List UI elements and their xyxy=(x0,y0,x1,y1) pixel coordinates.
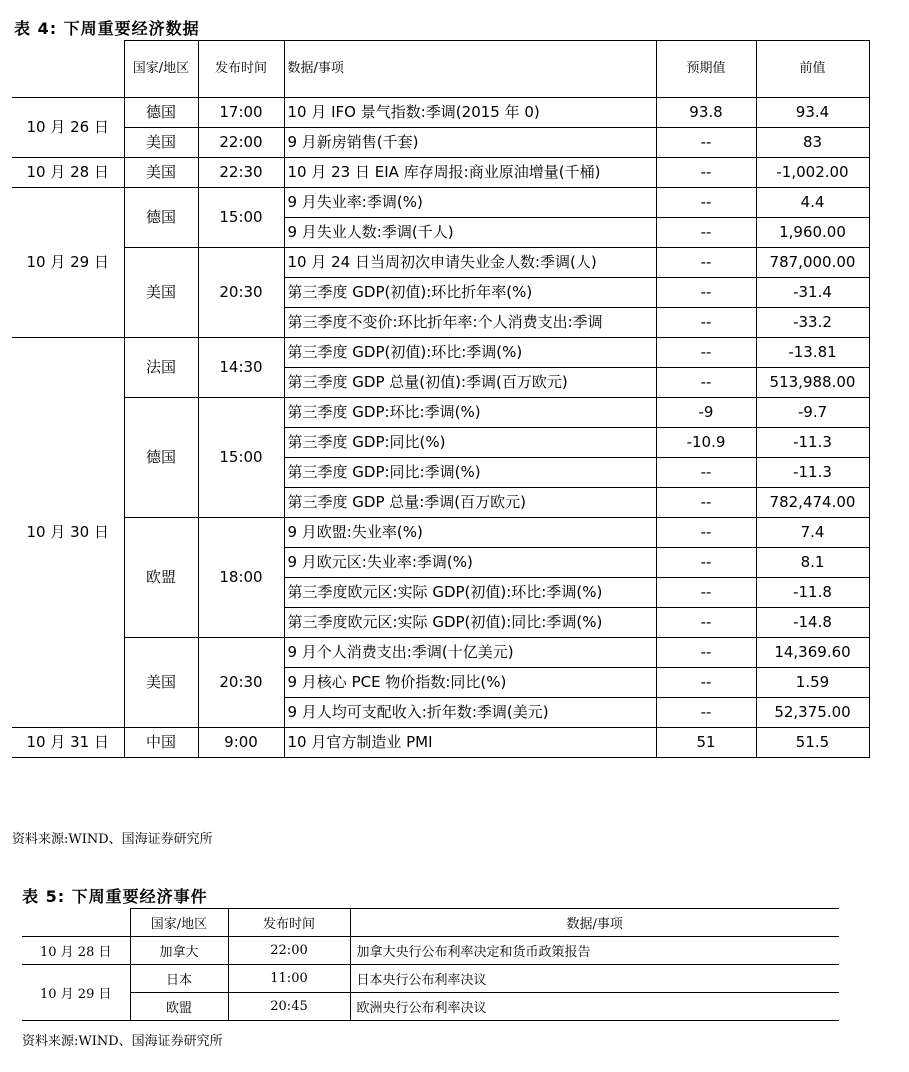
forecast-cell: -- xyxy=(656,188,756,218)
forecast-cell: -- xyxy=(656,338,756,368)
table-header-row xyxy=(12,41,869,98)
previous-cell: 52,375.00 xyxy=(756,698,869,728)
date-cell: 10 月 29 日 xyxy=(12,188,124,338)
forecast-cell: -- xyxy=(656,548,756,578)
date-cell: 10 月 31 日 xyxy=(12,728,124,758)
table4-title: 表 4: 下周重要经济数据 xyxy=(14,19,200,38)
table-row xyxy=(22,965,839,993)
previous-cell: -14.8 xyxy=(756,608,869,638)
forecast-cell: -- xyxy=(656,608,756,638)
country-cell: 美国 xyxy=(124,638,198,728)
table-row xyxy=(12,728,869,758)
table5-source-note: 资料来源:WIND、国海证券研究所 xyxy=(22,1034,223,1049)
table5-title: 表 5: 下周重要经济事件 xyxy=(22,887,208,906)
item-cell: 9 月新房销售(千套) xyxy=(284,128,656,158)
country-cell: 德国 xyxy=(124,398,198,518)
time-cell: 17:00 xyxy=(198,98,284,128)
forecast-cell: -- xyxy=(656,158,756,188)
forecast-cell: -- xyxy=(656,698,756,728)
country-cell: 欧盟 xyxy=(124,518,198,638)
table-row xyxy=(12,398,869,428)
time-cell: 14:30 xyxy=(198,338,284,398)
item-cell: 9 月核心 PCE 物价指数:同比(%) xyxy=(284,668,656,698)
item-cell: 第三季度 GDP 总量:季调(百万欧元) xyxy=(284,488,656,518)
time-cell: 18:00 xyxy=(198,518,284,638)
previous-cell: -11.3 xyxy=(756,428,869,458)
header-country: 国家/地区 xyxy=(124,41,198,98)
country-cell: 德国 xyxy=(124,188,198,248)
forecast-cell: -9 xyxy=(656,398,756,428)
forecast-cell: -- xyxy=(656,218,756,248)
country-cell: 法国 xyxy=(124,338,198,398)
time-cell: 20:45 xyxy=(228,993,350,1021)
date-cell: 10 月 26 日 xyxy=(12,98,124,158)
item-cell: 9 月失业率:季调(%) xyxy=(284,188,656,218)
time-cell: 15:00 xyxy=(198,398,284,518)
header-previous: 前值 xyxy=(756,41,869,98)
previous-cell: -11.8 xyxy=(756,578,869,608)
date-cell: 10 月 28 日 xyxy=(22,937,130,965)
previous-cell: -13.81 xyxy=(756,338,869,368)
item-cell: 第三季度 GDP:环比:季调(%) xyxy=(284,398,656,428)
previous-cell: 782,474.00 xyxy=(756,488,869,518)
forecast-cell: -- xyxy=(656,458,756,488)
forecast-cell: -- xyxy=(656,368,756,398)
previous-cell: 4.4 xyxy=(756,188,869,218)
table-row xyxy=(12,518,869,548)
item-cell: 第三季度欧元区:实际 GDP(初值):同比:季调(%) xyxy=(284,608,656,638)
table-row xyxy=(12,248,869,278)
item-cell: 9 月失业人数:季调(千人) xyxy=(284,218,656,248)
table-row xyxy=(12,158,869,188)
forecast-cell: -- xyxy=(656,668,756,698)
date-cell: 10 月 28 日 xyxy=(12,158,124,188)
time-cell: 22:00 xyxy=(228,937,350,965)
country-cell: 中国 xyxy=(124,728,198,758)
date-cell: 10 月 29 日 xyxy=(22,965,130,1021)
forecast-cell: -- xyxy=(656,248,756,278)
economic-data-table xyxy=(12,40,870,758)
item-cell: 欧洲央行公布利率决议 xyxy=(350,993,839,1021)
previous-cell: 83 xyxy=(756,128,869,158)
item-cell: 9 月欧盟:失业率(%) xyxy=(284,518,656,548)
forecast-cell: -10.9 xyxy=(656,428,756,458)
previous-cell: -31.4 xyxy=(756,278,869,308)
time-cell: 22:30 xyxy=(198,158,284,188)
forecast-cell: -- xyxy=(656,638,756,668)
previous-cell: -1,002.00 xyxy=(756,158,869,188)
country-cell: 德国 xyxy=(124,98,198,128)
item-cell: 9 月欧元区:失业率:季调(%) xyxy=(284,548,656,578)
previous-cell: 513,988.00 xyxy=(756,368,869,398)
time-cell: 20:30 xyxy=(198,638,284,728)
item-cell: 第三季度不变价:环比折年率:个人消费支出:季调 xyxy=(284,308,656,338)
previous-cell: 1.59 xyxy=(756,668,869,698)
previous-cell: 7.4 xyxy=(756,518,869,548)
previous-cell: 51.5 xyxy=(756,728,869,758)
item-cell: 第三季度 GDP 总量(初值):季调(百万欧元) xyxy=(284,368,656,398)
country-cell: 加拿大 xyxy=(130,937,228,965)
time-cell: 15:00 xyxy=(198,188,284,248)
forecast-cell: -- xyxy=(656,578,756,608)
previous-cell: 787,000.00 xyxy=(756,248,869,278)
economic-events-table xyxy=(22,908,839,1021)
previous-cell: 14,369.60 xyxy=(756,638,869,668)
country-cell: 美国 xyxy=(124,158,198,188)
time-cell: 11:00 xyxy=(228,965,350,993)
forecast-cell: -- xyxy=(656,308,756,338)
table-row xyxy=(22,937,839,965)
country-cell: 欧盟 xyxy=(130,993,228,1021)
table-row xyxy=(12,338,869,368)
header-date xyxy=(12,41,124,98)
date-cell: 10 月 30 日 xyxy=(12,338,124,728)
item-cell: 10 月 23 日 EIA 库存周报:商业原油增量(千桶) xyxy=(284,158,656,188)
item-cell: 9 月个人消费支出:季调(十亿美元) xyxy=(284,638,656,668)
forecast-cell: -- xyxy=(656,278,756,308)
table-row xyxy=(12,128,869,158)
item-cell: 9 月人均可支配收入:折年数:季调(美元) xyxy=(284,698,656,728)
item-cell: 第三季度欧元区:实际 GDP(初值):环比:季调(%) xyxy=(284,578,656,608)
previous-cell: -11.3 xyxy=(756,458,869,488)
item-cell: 加拿大央行公布利率决定和货币政策报告 xyxy=(350,937,839,965)
forecast-cell: 93.8 xyxy=(656,98,756,128)
table-header-row xyxy=(22,909,839,937)
country-cell: 日本 xyxy=(130,965,228,993)
previous-cell: -9.7 xyxy=(756,398,869,428)
country-cell: 美国 xyxy=(124,128,198,158)
previous-cell: -33.2 xyxy=(756,308,869,338)
item-cell: 第三季度 GDP(初值):环比:季调(%) xyxy=(284,338,656,368)
table-row xyxy=(12,98,869,128)
item-cell: 第三季度 GDP:同比(%) xyxy=(284,428,656,458)
table-row xyxy=(12,188,869,218)
forecast-cell: -- xyxy=(656,128,756,158)
header-time: 发布时间 xyxy=(198,41,284,98)
time-cell: 9:00 xyxy=(198,728,284,758)
item-cell: 10 月官方制造业 PMI xyxy=(284,728,656,758)
previous-cell: 8.1 xyxy=(756,548,869,578)
header-item: 数据/事项 xyxy=(350,909,839,937)
header-country: 国家/地区 xyxy=(130,909,228,937)
table-row xyxy=(22,993,839,1021)
country-cell: 美国 xyxy=(124,248,198,338)
item-cell: 日本央行公布利率决议 xyxy=(350,965,839,993)
item-cell: 10 月 IFO 景气指数:季调(2015 年 0) xyxy=(284,98,656,128)
item-cell: 第三季度 GDP(初值):环比折年率(%) xyxy=(284,278,656,308)
previous-cell: 1,960.00 xyxy=(756,218,869,248)
header-date xyxy=(22,909,130,937)
item-cell: 第三季度 GDP:同比:季调(%) xyxy=(284,458,656,488)
forecast-cell: 51 xyxy=(656,728,756,758)
header-time: 发布时间 xyxy=(228,909,350,937)
time-cell: 20:30 xyxy=(198,248,284,338)
header-forecast: 预期值 xyxy=(656,41,756,98)
previous-cell: 93.4 xyxy=(756,98,869,128)
forecast-cell: -- xyxy=(656,518,756,548)
time-cell: 22:00 xyxy=(198,128,284,158)
table4-source-note: 资料来源:WIND、国海证券研究所 xyxy=(12,832,213,847)
item-cell: 10 月 24 日当周初次申请失业金人数:季调(人) xyxy=(284,248,656,278)
header-item: 数据/事项 xyxy=(284,41,656,98)
forecast-cell: -- xyxy=(656,488,756,518)
table-row xyxy=(12,638,869,668)
